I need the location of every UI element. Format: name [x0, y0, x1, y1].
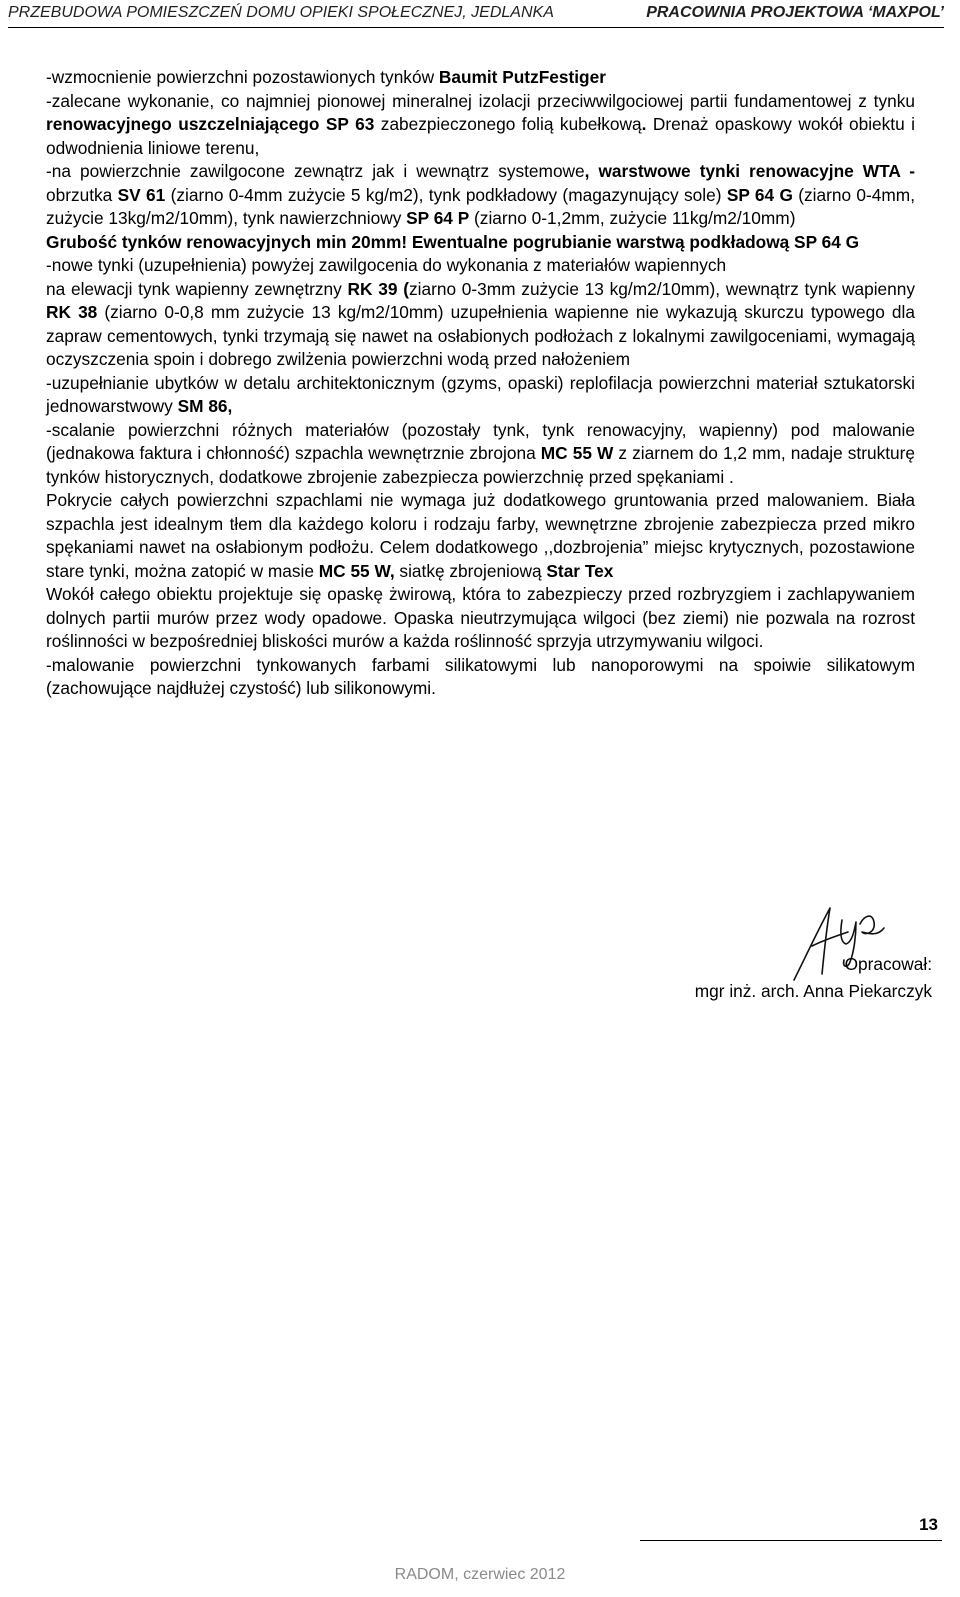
paragraph-surface-leveling: -scalanie powierzchni różnych materiałów (pozostały tynk, tynk renowacyjny, wapienny) pod malowanie (jednakowa faktura i chłonność) szpachla wewnętrznie zbrojona MC 55 W z ziarnem do 1,2 mm, nadaje strukturę tynków historycznych, dodatkowe zbrojenie zabezpiecza powierzchnię przed spękaniami .: [46, 419, 915, 487]
paragraph-foundation-insulation: -zalecane wykonanie, co najmniej pionowej mineralnej izolacji przeciwwilgociowej partii fundamentowej z tynku renowacyjnego uszczelniającego SP 63 zabezpieczonego folią kubełkową. Drenaż opaskowy wokół obiektu i odwodnienia liniowe terenu,: [46, 90, 916, 158]
document-body: [46, 66, 915, 701]
header-project-title: PRZEBUDOWA POMIESZCZEŃ DOMU OPIEKI SPOŁECZNEJ, JEDLANKA: [8, 4, 554, 21]
paragraph-detail-repair: -uzupełnianie ubytków w detalu architektonicznym (gzyms, opaski) replofilacja powierzchni materiał sztukatorski jednowarstwowy SM 86,: [46, 372, 915, 416]
page-footer: RADOM, czerwiec 2012: [394, 1566, 566, 1583]
footer-rule: [640, 1540, 942, 1541]
paragraph-new-plaster: -nowe tynki (uzupełnienia) powyżej zawilgocenia do wykonania z materiałów wapiennych: [46, 255, 727, 275]
paragraph-plaster-thickness: Grubość tynków renowacyjnych min 20mm! Ewentualne pogrubianie warstwą podkładową SP 64 G: [46, 231, 860, 252]
signature-block: [680, 902, 940, 1022]
page-number: 13: [919, 1515, 938, 1534]
paragraph-gravel-band: Wokół całego obiektu projektuje się opaskę żwirową, która to zabezpieczy przed rozbryzgiem i zachlapywaniem dolnych partii murów przez wody opadowe. Opaska nieutrzymująca wilgoci (bez ziemi) nie pozwala na rozrost roślinności w bezpośredniej bliskości murów a każda roślinność sprzyja utrzymywaniu wilgoci.: [46, 584, 915, 651]
signature-name: mgr inż. arch. Anna Piekarczyk: [694, 981, 932, 1001]
page-header: [8, 0, 944, 30]
header-office-name: PRACOWNIA PROJEKTOWA ‘MAXPOL’: [646, 4, 944, 21]
paragraph-reinforcement: -wzmocnienie powierzchni pozostawionych tynków Baumit PutzFestiger: [46, 67, 606, 87]
paragraph-painting: -malowanie powierzchni tynkowanych farbami silikatowymi lub nanoporowymi na spoiwie silikatowym (zachowujące najdłużej czystość) lub silikonowymi.: [46, 654, 915, 698]
paragraph-putty-coating: Pokrycie całych powierzchni szpachlami nie wymaga już dodatkowego gruntowania przed malowaniem. Biała szpachla jest idealnym tłem dla każdego koloru i rodzaju farby, wewnętrzne zbrojenie zabezpiecza przed mikro spękaniami nawet na osłabionym podłożu. Celem dodatkowego ,,dozbrojenia” miejsc krytycznych, pozostawione stare tynki, można zatopić w masie MC 55 W, siatkę zbrojeniową Star Tex: [46, 490, 915, 581]
paragraph-lime-plaster: na elewacji tynk wapienny zewnętrzny RK 39 (ziarno 0-3mm zużycie 13 kg/m2/10mm), wewnątrz tynk wapienny RK 38 (ziarno 0-0,8 mm zużycie 13 kg/m2/10mm) uzupełnienia wapienne nie wykazują skurczu typowego dla zapraw cementowych, tynki trzymają się nawet na osłabionych podłożach z lokalnymi zawilgoceniami, wymagają oczyszczenia spoin i dobrego zwilżenia powierzchni wodą przed nałożeniem: [46, 278, 916, 369]
signature-role: Opracował:: [844, 954, 932, 974]
header-rule: [8, 27, 944, 28]
paragraph-renovation-plaster: -na powierzchnie zawilgocone zewnątrz jak i wewnątrz systemowe, warstwowe tynki renowacyjne WTA - obrzutka SV 61 (ziarno 0-4mm zużycie 5 kg/m2), tynk podkładowy (magazynujący sole) SP 64 G (ziarno 0-4mm, zużycie 13kg/m2/10mm), tynk nawierzchniowy SP 64 P (ziarno 0-1,2mm, zużycie 11kg/m2/10mm): [46, 161, 916, 228]
